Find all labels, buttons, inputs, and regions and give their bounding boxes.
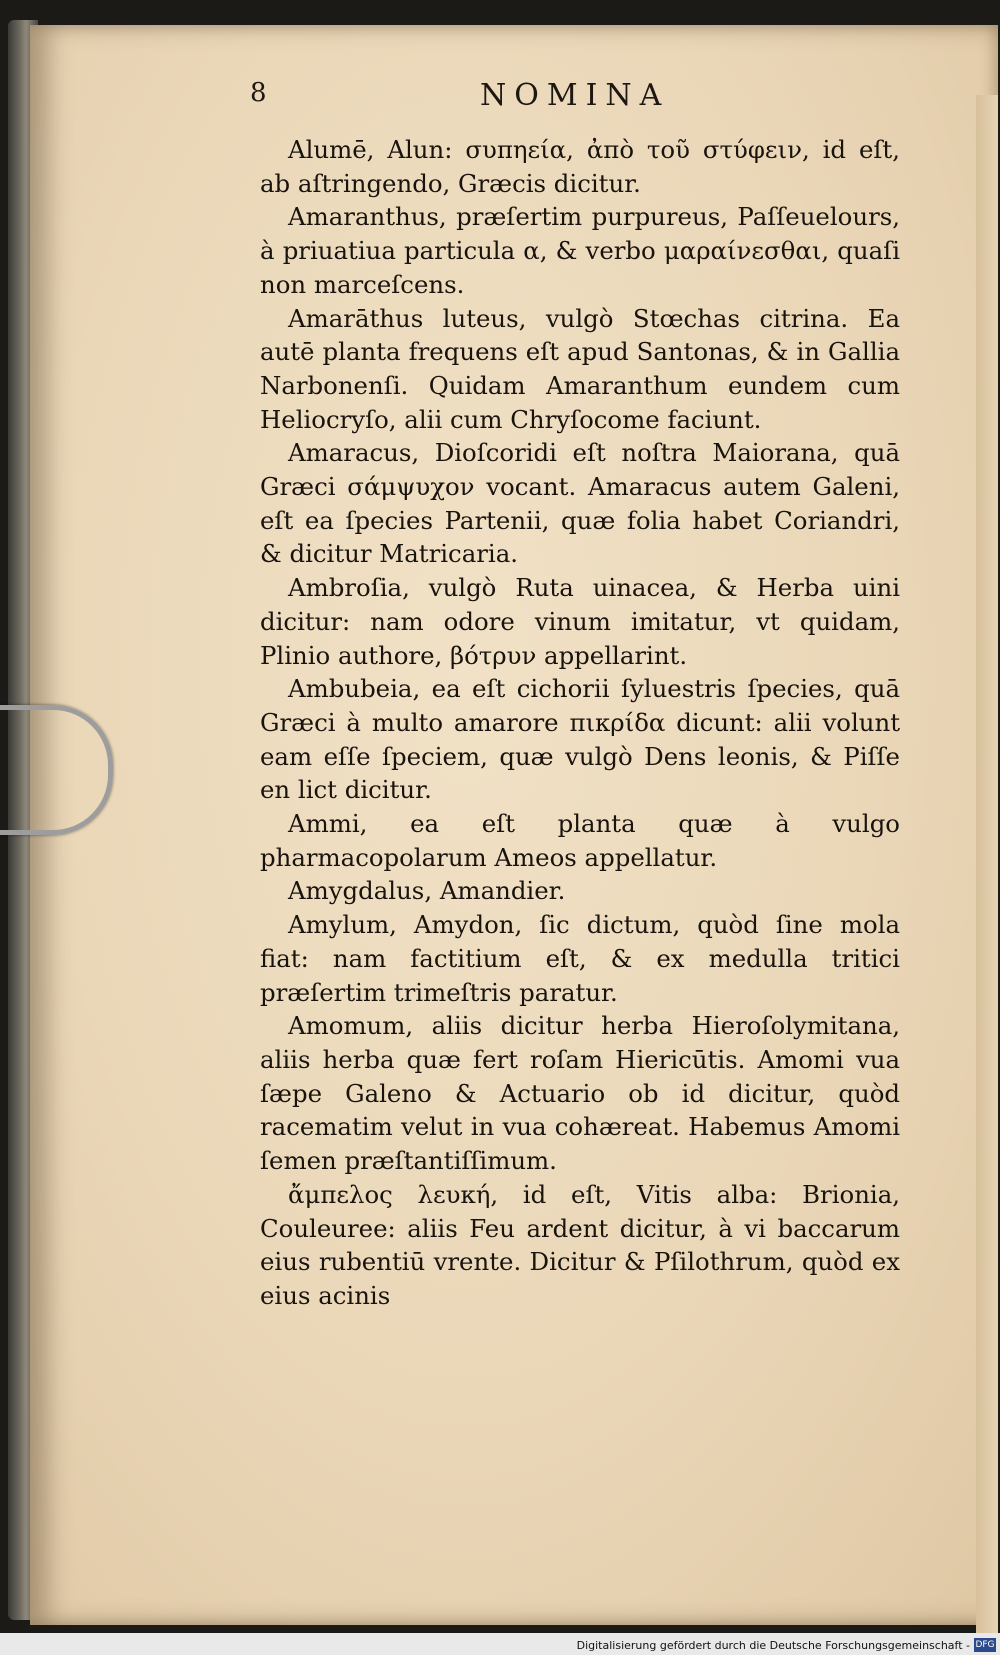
- footer-bar: [0, 1633, 1000, 1655]
- entry-ampelos-leuke: ἄμπελος λευκή, id eſt, Vitis alba: Brionia, Couleuree: aliis Feu ardent dicitur, à vi baccarum eius rubentiū vrente. Dicitur & Pſilothrum, quòd ex eius acinis: [260, 1179, 900, 1310]
- entry-alume: Alumē, Alun: συπηεία, ἀπὸ τοῦ στύφειν, id eſt, ab aſtringendo, Græcis dicitur.: [260, 135, 900, 198]
- entry-amygdalus: Amygdalus, Amandier.: [288, 876, 566, 906]
- footer-credit: Digitalisierung gefördert durch die Deutsche Forschungsgemeinschaft -: [576, 1639, 970, 1652]
- dfg-logo: DFG: [975, 1640, 995, 1650]
- text-body: [260, 133, 900, 1313]
- entry-amaranthus-luteus: Amarāthus luteus, vulgò Stœchas citrina. Ea autē planta frequens eſt apud Santonas, & in Gallia Narbonenſi. Quidam Amaranthum eundem cum Heliocryſo, alii cum Chryſocome faciunt.: [260, 303, 900, 434]
- entry-ambubeia: Ambubeia, ea eſt cichorii ſyluestris ſpecies, quā Græci à multo amarore πικρίδα dicunt: alii volunt eam eſſe ſpeciem, quæ vulgò Dens leonis, & Piſſe en lict dicitur.: [260, 674, 900, 805]
- running-head: NOMINA: [480, 78, 670, 113]
- entry-ambrosia: Ambroſia, vulgò Ruta uinacea, & Herba uini dicitur: nam odore vinum imitatur, vt quidam, Plinio authore, βότρυν appellarint.: [260, 573, 900, 670]
- entry-amaranthus: Amaranthus, præſertim purpureus, Paſſeuelours, à priuatiua particula α, & verbo μαραίνεσθαι, quaſi non marceſcens.: [260, 202, 900, 299]
- paper-clip: [0, 705, 113, 835]
- entry-amylum: Amylum, Amydon, ſic dictum, quòd ſine mola fiat: nam factitium eſt, & ex medulla tritici præſertim trimeſtris paratur.: [260, 910, 900, 1007]
- next-page-edge: [976, 95, 998, 1655]
- entry-amaracus: Amaracus, Dioſcoridi eſt noſtra Maiorana, quā Græci σάμψυχον vocant. Amaracus autem Galeni, eſt ea ſpecies Partenii, quæ folia habet Coriandri, & dicitur Matricaria.: [260, 438, 900, 569]
- entry-ammi: Ammi, ea eſt planta quæ à vulgo pharmacopolarum Ameos appellatur.: [260, 809, 900, 872]
- page-number: 8: [250, 78, 267, 108]
- entry-amomum: Amomum, aliis dicitur herba Hieroſolymitana, aliis herba quæ fert roſam Hiericūtis. Amomi vua ſæpe Galeno & Actuario ob id dicitur, quòd racematim velut in vua cohæreat. Habemus Amomi ſemen præſtantiſſimum.: [260, 1011, 900, 1176]
